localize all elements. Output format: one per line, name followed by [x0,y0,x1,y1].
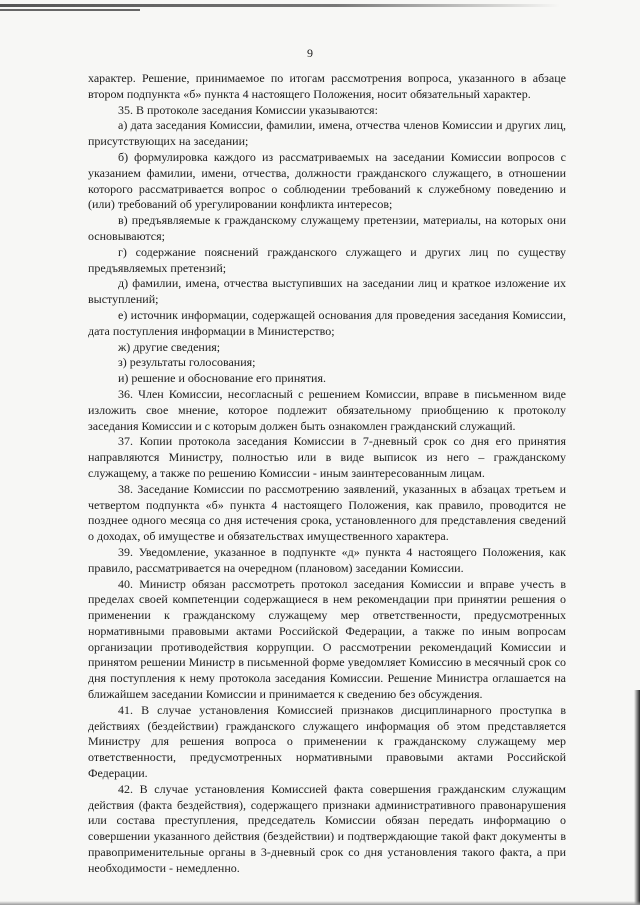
paragraph-35-b: б) формулировка каждого из рассматриваемых на заседании Комиссии вопросов с указанием фамилии, имени, отчества, должности гражданского служащего, в отношении которого рассматривается вопрос о соблюдении требований к служебному поведению и (или) требований об урегулировании конфликта интересов; [88,149,566,212]
paragraph-37: 37. Копии протокола заседания Комиссии в 7-дневный срок со дня его принятия направляются Министру, полностью или в виде выписок из него – гражданскому служащему, а также по решению Комиссии - иным заинтересованным лицам. [88,434,566,480]
document-body [88,71,566,877]
scan-artifact-bottom-edge [0,901,640,905]
paragraph-35-v: в) предъявляемые к гражданскому служащему претензии, материалы, на которых они основываются; [88,213,566,243]
page-number: 9 [307,46,313,60]
paragraph-continuation: характер. Решение, принимаемое по итогам рассмотрения вопроса, указанного в абзаце втором подпункта «б» пункта 4 настоящего Положения, носит обязательный характер. [88,71,566,101]
paragraph-41: 41. В случае установления Комиссией признаков дисциплинарного проступка в действиях (бездействии) гражданского служащего информация об этом представляется Министру для решения вопроса о применении к гражданскому служащему мер ответственности, предусмотренных нормативными правовыми актами Российской Федерации. [88,702,566,781]
paragraph-42: 42. В случае установления Комиссией факта совершения гражданским служащим действия (факта бездействия), содержащего признаки административного правонарушения или состава преступления, председатель Комиссии обязан передать информацию о совершении указанного действия (бездействии) и подтверждающие такой факт документы в правоприменительные органы в 3-дневный срок со дня установления такого факта, а при необходимости - немедленно. [88,781,566,875]
paragraph-35-g: г) содержание пояснений гражданского служащего и других лиц по существу предъявляемых претензий; [88,244,566,275]
paragraph-38: 38. Заседание Комиссии по рассмотрению заявлений, указанных в абзацах третьем и четвертом подпункта «б» пункта 4 настоящего Положения, как правило, проводится не позднее одного месяца со дня истечения срока, установленного для представления сведений о доходах, об имуществе и обязательствах имущественного характера. [88,481,566,544]
paragraph-35-e: е) источник информации, содержащей основания для проведения заседания Комиссии, дата поступления информации в Министерство; [88,307,566,338]
paragraph-35-a: а) дата заседания Комиссии, фамилии, имена, отчества членов Комиссии и других лиц, присутствующих на заседании; [88,118,566,149]
paragraph-35-zh: ж) другие сведения; [118,339,221,354]
paragraph-35-z: з) результаты голосования; [118,355,256,370]
paragraph-35-d: д) фамилии, имена, отчества выступивших на заседании лиц и краткое изложение их выступлений; [88,276,566,307]
paragraph-36: 36. Член Комиссии, несогласный с решением Комиссии, вправе в письменном виде изложить свое мнение, которое подлежит обязательному приобщению к протоколу заседания Комиссии и с которым должен быть ознакомлен гражданский служащий. [88,386,566,433]
paragraph-39: 39. Уведомление, указанное в подпункте «д» пункта 4 настоящего Положения, как правило, рассматривается на очередном (плановом) заседании Комиссии. [88,544,566,575]
scan-artifact-top-secondary [0,9,140,11]
paragraph-40: 40. Министр обязан рассмотреть протокол заседания Комиссии и вправе учесть в пределах своей компетенции содержащиеся в нем рекомендации при принятии решения о применении к гражданскому служащему мер ответственности, предусмотренных нормативными правовыми актами Российской Федерации, а также по иным вопросам организации противодействия коррупции. О рассмотрении рекомендаций Комиссии и принятом решении Министр в письменной форме уведомляет Комиссию в месячный срок со дня поступления к нему протокола заседания Комиссии. Решение Министра оглашается на ближайшем заседании Комиссии и принимается к сведению без обсуждения. [88,576,566,702]
paragraph-35: 35. В протоколе заседания Комиссии указываются: [118,102,378,117]
scan-artifact-right-edge [634,690,640,905]
scan-artifact-top [0,4,560,7]
paragraph-35-i: и) решение и обоснование его принятия. [118,371,326,386]
